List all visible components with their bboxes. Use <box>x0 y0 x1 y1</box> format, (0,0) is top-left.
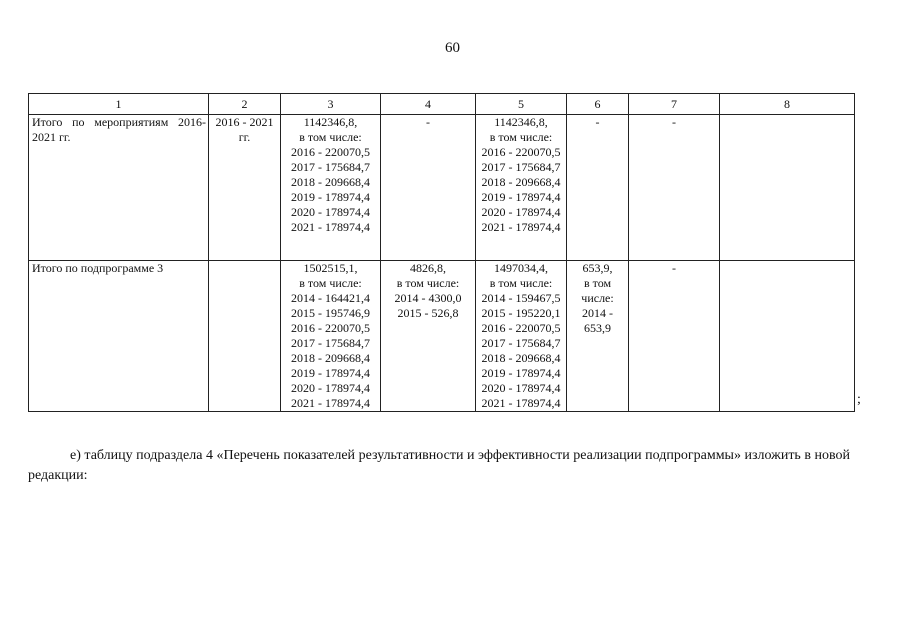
cell-line: 2018 - 209668,4 <box>291 175 370 189</box>
cell-line: 2016 - 2021 <box>215 115 274 129</box>
cell-line: 2015 - 195220,1 <box>481 306 561 320</box>
table-cell <box>629 261 720 412</box>
column-header: 3 <box>281 94 381 115</box>
cell-line: в том числе: <box>489 276 553 290</box>
cell-line: 2019 - 178974,4 <box>481 366 561 380</box>
table-cell <box>567 115 629 261</box>
table-end-mark: ; <box>857 392 861 407</box>
cell-line: числе: <box>581 291 614 305</box>
cell-line: - <box>426 115 430 129</box>
cell-line: 2021 - 178974,4 <box>481 220 561 234</box>
cell-line: 2014 - 4300,0 <box>394 291 462 305</box>
cell-line: 1142346,8, <box>494 115 548 129</box>
cell-line: 2017 - 175684,7 <box>291 160 370 174</box>
cell-line: 1497034,4, <box>494 261 548 275</box>
cell-line: - <box>595 115 600 129</box>
cell-line: в том числе: <box>299 130 362 144</box>
table-cell <box>209 261 281 412</box>
cell-line: 2015 - 195746,9 <box>291 306 370 320</box>
cell-line: в том <box>583 276 612 290</box>
cell-line: 2014 - 159467,5 <box>481 291 561 305</box>
cell-line: 2020 - 178974,4 <box>291 205 370 219</box>
cell-line: 2020 - 178974,4 <box>481 381 561 395</box>
column-header: 5 <box>476 94 567 115</box>
cell-line: 2019 - 178974,4 <box>481 190 561 204</box>
cell-line: 2014 - 164421,4 <box>291 291 370 305</box>
column-header: 7 <box>629 94 720 115</box>
row-label: Итого по подпрограмме 3 <box>29 261 209 412</box>
table-header-row <box>29 94 855 115</box>
cell-line: 2018 - 209668,4 <box>481 175 561 189</box>
cell-line: 4826,8, <box>410 261 446 275</box>
page-number: 60 <box>445 40 460 56</box>
cell-line: 2021 - 178974,4 <box>291 220 370 234</box>
cell-line: 2015 - 526,8 <box>397 306 459 320</box>
cell-line: 2021 - 178974,4 <box>291 396 370 410</box>
table-cell <box>281 261 381 412</box>
table-cell <box>476 115 567 261</box>
cell-line: 2017 - 175684,7 <box>481 160 561 174</box>
cell-line: 1502515,1, <box>303 261 358 275</box>
table-cell <box>209 115 281 261</box>
table-cell <box>720 261 855 412</box>
cell-line: 2017 - 175684,7 <box>481 336 561 350</box>
cell-line: 2020 - 178974,4 <box>481 205 561 219</box>
cell-line: 2017 - 175684,7 <box>291 336 370 350</box>
table-cell <box>281 115 381 261</box>
cell-line: 2018 - 209668,4 <box>481 351 561 365</box>
cell-line: 2018 - 209668,4 <box>291 351 370 365</box>
cell-line: - <box>672 115 676 129</box>
cell-line: 2016 - 220070,5 <box>481 321 561 335</box>
table-row <box>29 115 855 261</box>
funding-table <box>28 93 855 412</box>
cell-line: 2020 - 178974,4 <box>291 381 370 395</box>
cell-line: 2021 - 178974,4 <box>481 396 561 410</box>
column-header: 6 <box>567 94 629 115</box>
column-header: 8 <box>720 94 855 115</box>
instruction-paragraph: е) таблицу подраздела 4 «Перечень показателей результативности и эффективности реализации подпрограммы» изложить в новой редакции: <box>28 448 850 483</box>
table-cell <box>381 261 476 412</box>
cell-line: 2019 - 178974,4 <box>291 366 370 380</box>
column-header: 1 <box>29 94 209 115</box>
row-label: Итого по мероприятиям 2016-2021 гг. <box>29 115 209 261</box>
cell-line: 2016 - 220070,5 <box>291 145 370 159</box>
cell-line: 1142346,8, <box>303 115 358 129</box>
cell-line: 2014 - <box>582 306 613 320</box>
table-cell <box>629 115 720 261</box>
cell-line: 2016 - 220070,5 <box>481 145 561 159</box>
cell-line: 653,9 <box>584 321 611 335</box>
cell-line: 2019 - 178974,4 <box>291 190 370 204</box>
cell-line: в том числе: <box>396 276 460 290</box>
table-cell <box>720 115 855 261</box>
table-cell <box>476 261 567 412</box>
column-header: 2 <box>209 94 281 115</box>
cell-line: гг. <box>238 130 251 144</box>
cell-line: 653,9, <box>582 261 613 275</box>
cell-line: в том числе: <box>489 130 553 144</box>
cell-line: в том числе: <box>299 276 362 290</box>
table-cell <box>381 115 476 261</box>
cell-line: 2016 - 220070,5 <box>291 321 370 335</box>
table-row <box>29 261 855 412</box>
table-cell <box>567 261 629 412</box>
column-header: 4 <box>381 94 476 115</box>
cell-line: - <box>672 261 676 275</box>
